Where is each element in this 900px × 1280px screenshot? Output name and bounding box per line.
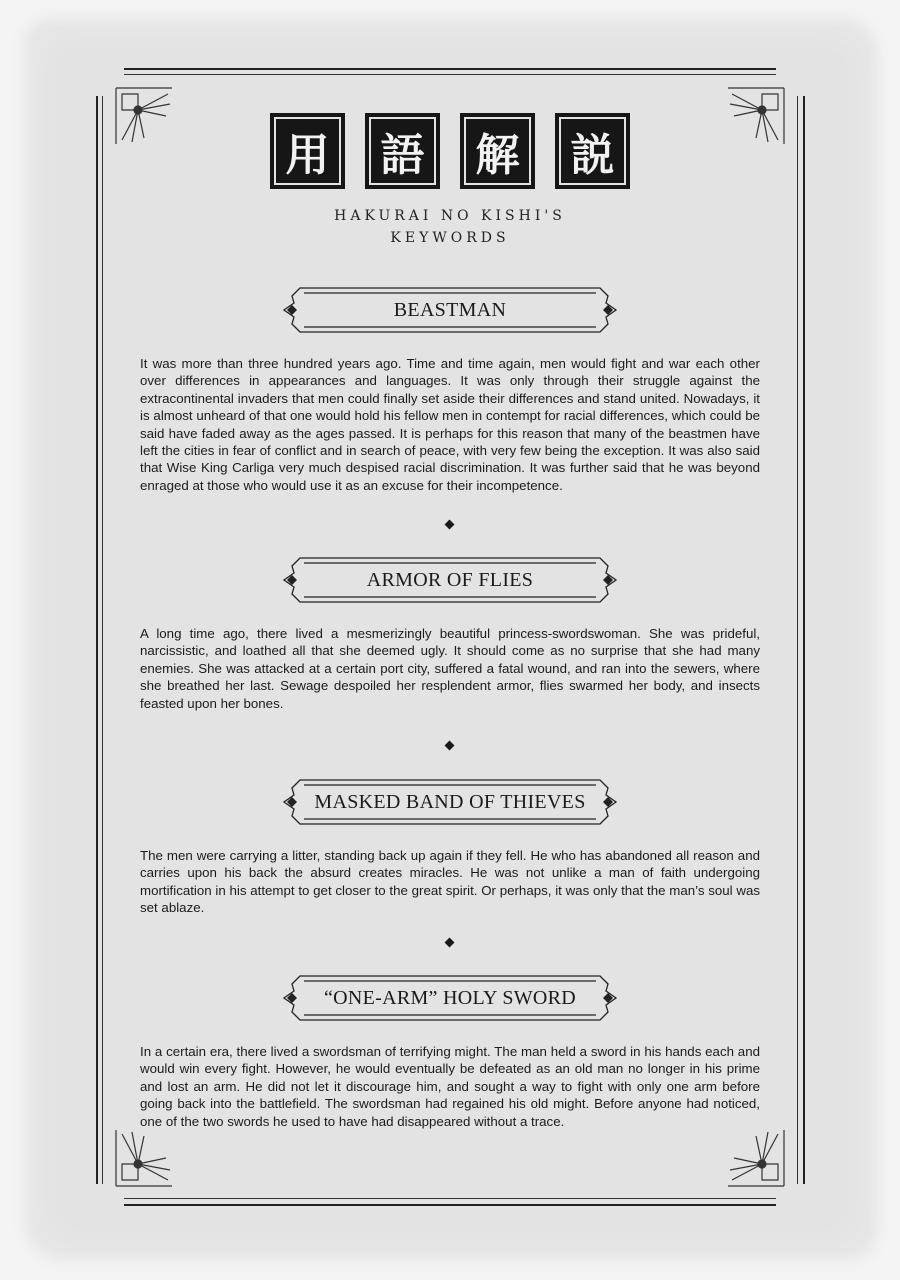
frame-left-line-inner — [102, 96, 103, 1184]
frame-right-line-inner — [797, 96, 798, 1184]
section-heading-banner — [278, 973, 622, 1023]
section-body: The men were carrying a litter, standing back up again if they fell. He who has abandoned all reason and carries upon his back the absurd creates miracles. He was not unlike a man of faith undergoing mortification in his attempt to get closer to the great spirit. Or perhaps, it was only that the man’s soul was set ablaze. — [140, 848, 760, 916]
corner-ornament-top-right — [724, 84, 788, 148]
section-heading-banner — [278, 285, 622, 335]
section-heading-banner — [278, 777, 622, 827]
frame-bottom-line-inner — [124, 1198, 776, 1199]
section-body: It was more than three hundred years ago. Time and time again, men would fight and war each other over differences in appearances and languages. It was only through their struggle against the extracontinental invaders that men could finally set aside their differences and stand united. Nowadays, it is almost unheard of that one would hold his fellow men in contempt for racial differences, which could be said have faded away as the ages passed. It is perhaps for this reason that many of the beastmen have left the cities in fear of conflict and in search of peace, with very few being the exception. It was also said that Wise King Carliga very much despised racial discrimination. It was further said that he was beyond enraged at those who would use it as an excuse for their incompetence. — [140, 356, 760, 493]
frame-bottom-line — [124, 1204, 776, 1206]
section-title: ARMOR OF FLIES — [366, 568, 534, 591]
section-title: BEASTMAN — [393, 298, 507, 321]
frame-right-line — [803, 96, 805, 1184]
frame-top-line-inner — [124, 74, 776, 75]
page-title — [270, 113, 630, 189]
frame-top-line — [124, 68, 776, 70]
subtitle-line: KEYWORDS — [390, 230, 510, 246]
corner-ornament-bottom-left — [112, 1126, 176, 1190]
corner-ornament-top-left — [112, 84, 176, 148]
section-heading-banner — [278, 555, 622, 605]
section-title: “ONE-ARM” HOLY SWORD — [323, 986, 577, 1009]
page-subtitle — [250, 205, 650, 249]
title-kanji-tile: 説 — [555, 113, 630, 189]
frame-left-line — [96, 96, 98, 1184]
subtitle-line: HAKURAI NO KISHI'S — [334, 208, 566, 224]
section-body: In a certain era, there lived a swordsman of terrifying might. The man held a sword in his hands each and would win every fight. However, he would eventually be defeated as an old man no longer in his prime and lost an arm. He did not let it discourage him, and sought a way to fight with only one arm before going back into the battlefield. The swordsman had regained his old might. Before anyone had noticed, one of the two swords he used to have had disappeared without a trace. — [140, 1044, 760, 1129]
title-kanji-tile: 語 — [365, 113, 440, 189]
title-kanji-tile: 用 — [270, 113, 345, 189]
section-body: A long time ago, there lived a mesmerizingly beautiful princess-swordswoman. She was prideful, narcissistic, and loathed all that she deemed ugly. It should come as no surprise that she had many enemies. She was attacked at a certain port city, suffered a fatal wound, and ran into the sewers, where she breathed her last. Sewage despoiled her resplendent armor, flies swarmed her body, and insects feasted upon her bones. — [140, 626, 760, 711]
section-title: MASKED BAND OF THIEVES — [314, 790, 586, 813]
corner-ornament-bottom-right — [724, 1126, 788, 1190]
title-kanji-tile: 解 — [460, 113, 535, 189]
